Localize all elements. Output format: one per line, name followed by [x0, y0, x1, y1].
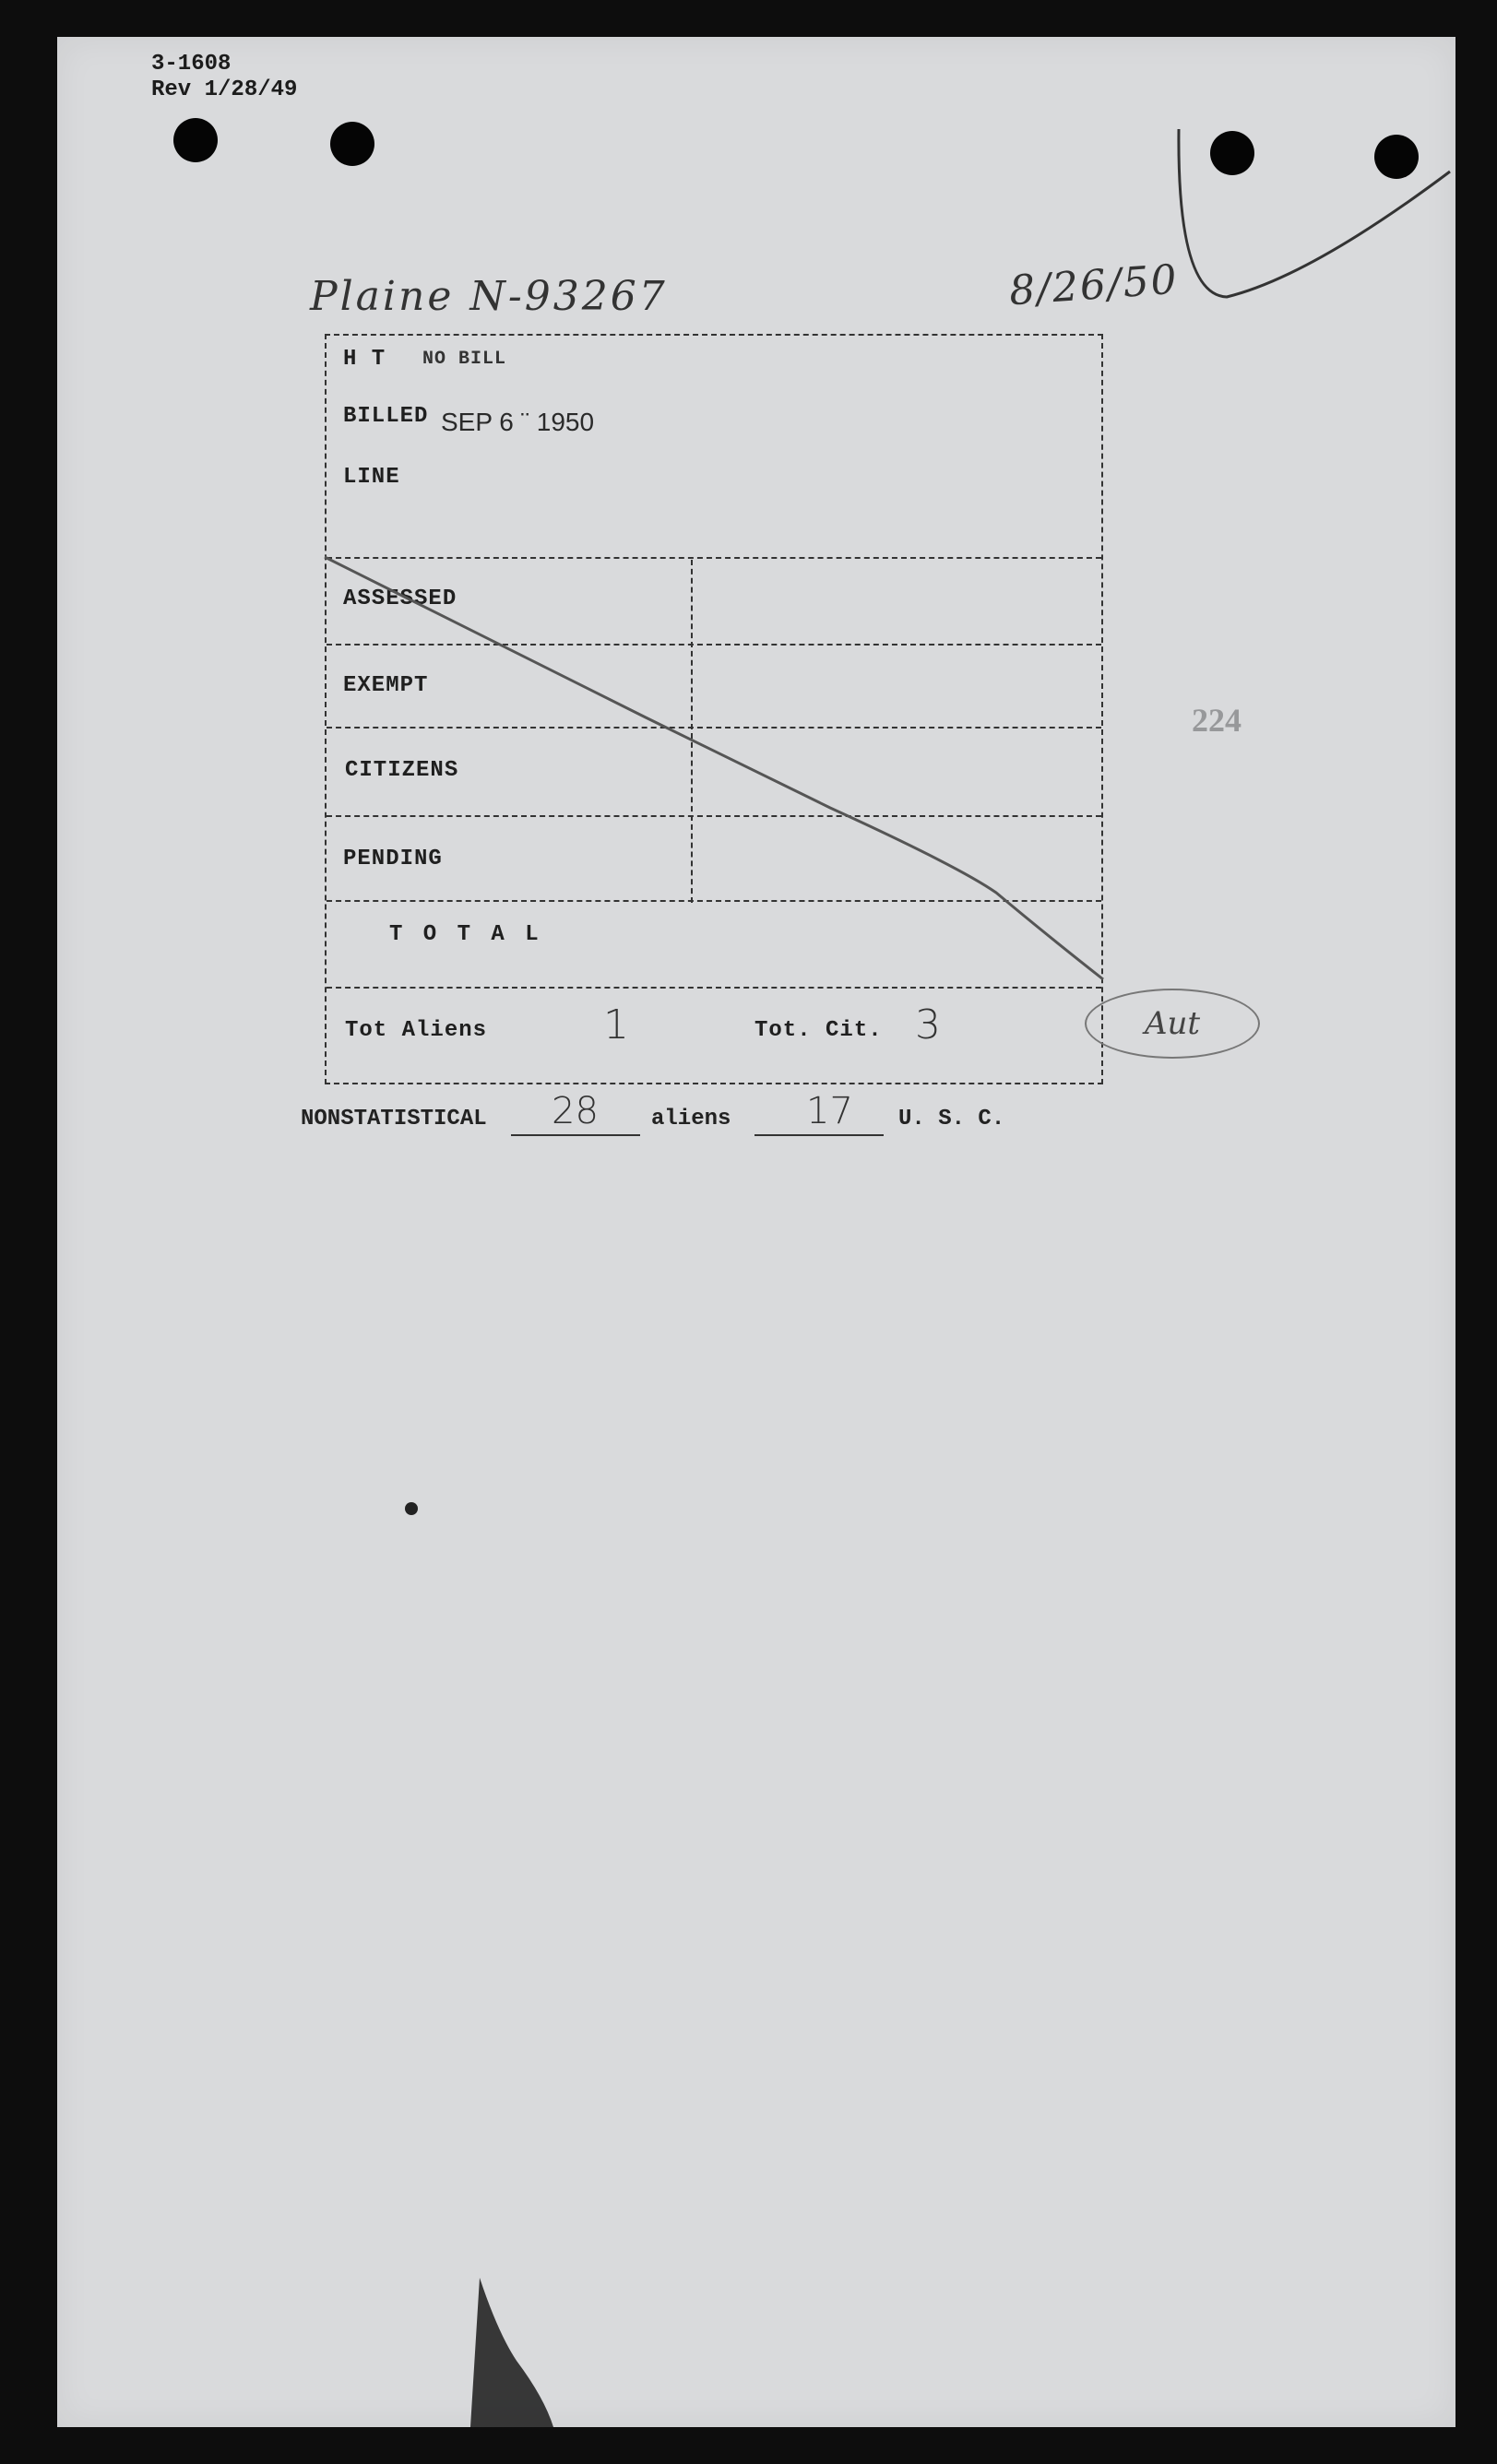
ink-spot	[405, 1502, 418, 1515]
initials-stamp: Aut	[1085, 989, 1260, 1059]
total-label: T O T A L	[389, 922, 542, 947]
row-citizens-label: CITIZENS	[345, 758, 459, 783]
billed-date-stamp: SEP 6 ¨ 1950	[441, 408, 595, 436]
tot-cit-value: 3	[915, 1001, 941, 1048]
billed-label: BILLED	[343, 404, 429, 429]
line-label: LINE	[343, 465, 400, 490]
aliens-count: 28	[552, 1090, 599, 1132]
row-assessed-label: ASSESSED	[343, 586, 457, 611]
row-pending-label: PENDING	[343, 847, 443, 871]
form-number: 3-1608	[151, 52, 232, 77]
nonstatistical-label: NONSTATISTICAL	[301, 1107, 487, 1131]
date-note: 8/26/50	[1007, 255, 1181, 315]
tot-aliens-label: Tot Aliens	[345, 1018, 488, 1043]
usc-label: U. S. C.	[898, 1107, 1005, 1131]
aliens-label: aliens	[651, 1107, 731, 1131]
place-note: Plaine N-93267	[310, 273, 668, 320]
tot-aliens-value: 1	[603, 1001, 629, 1048]
ht-label: H T	[343, 347, 386, 372]
usc-count: 17	[806, 1090, 853, 1132]
row-exempt-label: EXEMPT	[343, 673, 429, 698]
form-revision: Rev 1/28/49	[151, 77, 298, 102]
ink-smudge	[470, 2278, 553, 2427]
ht-stamp: NO BILL	[422, 349, 507, 370]
strike-through-line	[325, 557, 1103, 979]
check-mark-stroke	[1179, 129, 1450, 297]
tot-cit-label: Tot. Cit.	[754, 1018, 883, 1043]
stamp-number: 224	[1192, 702, 1242, 739]
